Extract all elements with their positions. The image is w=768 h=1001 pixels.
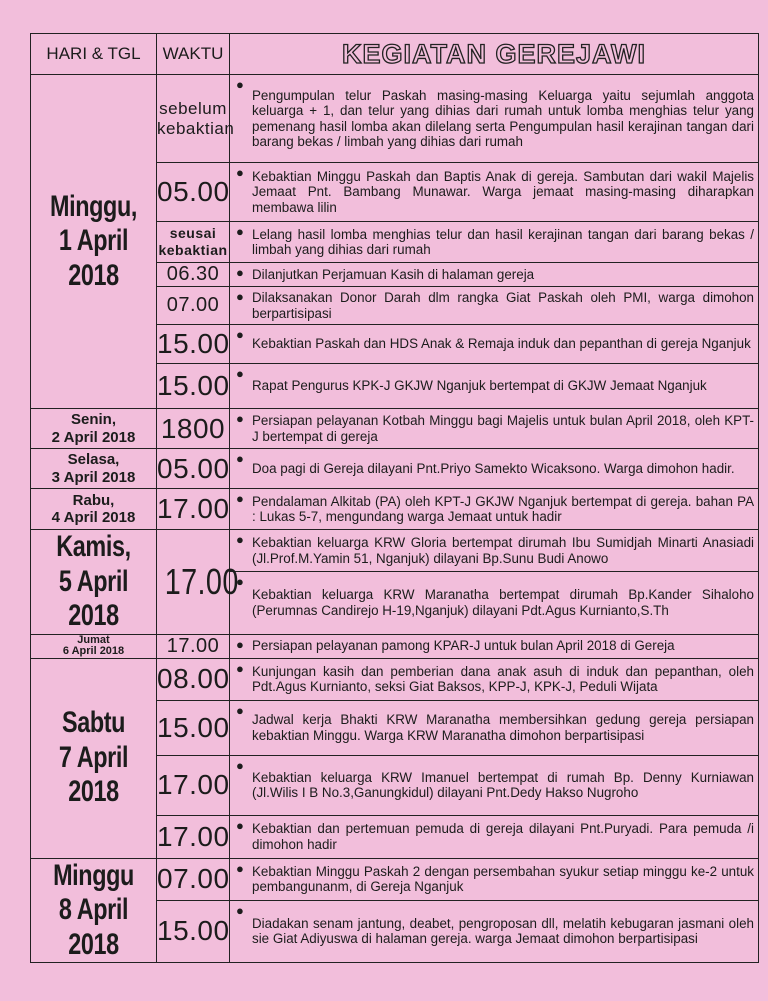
time-cell: 07.00 (157, 287, 230, 325)
time-cell: 17.00 (157, 755, 230, 815)
bullet-icon: ● (236, 757, 244, 773)
day-label: Minggu 8 April 2018 (53, 858, 134, 961)
activity-text: Kunjungan kasih dan pemberian dana anak asuh di induk dan pepanthan, oleh Pdt.Agus Kurnianto, seksi Giat Baksos, KPP-J, KPK-J, Peduli Wijata (252, 663, 754, 694)
day-cell (31, 409, 157, 449)
bullet-icon: ● (236, 574, 244, 589)
time-cell: 07.00 (157, 858, 230, 900)
activity-text: Diadakan senam jantung, deabet, pengroposan dll, melatih kebugaran jasmani oleh sie Giat Adiyuswa di halaman gereja. warga Jemaat dimohon berpartisipasi (252, 915, 754, 947)
bullet-icon: ● (236, 411, 244, 426)
activity-text: Kebaktian Minggu Paskah dan Baptis Anak di gereja. Sambutan dari wakil Majelis Jemaat Pnt. Bambang Munawar. Warga jemaat masing-masing diharapkan membawa lilin (252, 168, 754, 215)
day-cell (31, 530, 157, 635)
activity-text: Pengumpulan telur Paskah masing-masing Keluarga yaitu sejumlah anggota keluarga + 1, dan telur yang dihias dari rumah untuk lomba menghias telur yang pemenang hasil lomba akan dilelang serta Pengumpulan hasil kerajinan tangan dari barang bekas / limbah yang dihias dari rumah (252, 87, 754, 149)
bullet-icon: ● (236, 636, 244, 652)
day-label: Kamis, 5 April 2018 (56, 530, 131, 632)
time-cell: 1800 (157, 409, 230, 449)
bullet-icon: ● (236, 532, 244, 547)
time-cell: 17.00 (164, 530, 222, 635)
day-label: Jumat 6 April 2018 (62, 634, 125, 657)
activity-cell (230, 700, 759, 755)
time-cell: 17.00 (157, 489, 230, 530)
activity-cell (230, 287, 759, 325)
activity-cell (230, 634, 759, 658)
schedule-row (31, 858, 759, 900)
day-column-header: HARI & TGL (31, 34, 157, 75)
activity-cell (230, 815, 759, 858)
activity-cell (230, 858, 759, 900)
schedule-body (31, 75, 759, 963)
bullet-icon: ● (236, 817, 244, 833)
time-cell: 15.00 (157, 900, 230, 963)
activity-cell (230, 489, 759, 530)
day-label: Rabu, 4 April 2018 (51, 491, 136, 526)
day-label: Selasa, 3 April 2018 (51, 451, 136, 486)
activity-text: Lelang hasil lomba menghias telur dan hasil kerajinan tangan dari barang bekas / limbah yang dihias dari rumah (252, 226, 754, 257)
time-cell: 17.00 (157, 815, 230, 858)
activity-cell (230, 900, 759, 963)
bullet-icon: ● (236, 77, 244, 92)
activity-cell (230, 75, 759, 163)
activity-text: Kebaktian Paskah dan HDS Anak & Remaja induk dan pepanthan di gereja Nganjuk (252, 336, 751, 352)
time-cell: 05.00 (157, 449, 230, 489)
activity-cell (230, 572, 759, 635)
activity-text: Pendalaman Alkitab (PA) oleh KPT-J GKJW Nganjuk bertempat di gereja. bahan PA : Lukas 5-7, mengundang warga Jemaat untuk hadir (252, 493, 754, 524)
activity-text: Doa pagi di Gereja dilayani Pnt.Priyo Samekto Wicaksono. Warga dimohon hadir. (252, 460, 735, 476)
activity-column-header (230, 34, 759, 75)
time-cell: 06.30 (157, 263, 230, 287)
activity-text: Persiapan pelayanan Kotbah Minggu bagi Majelis untuk bulan April 2018, oleh KPT-J bertempat di gereja (252, 413, 754, 444)
activity-cell (230, 658, 759, 700)
activity-text: Kebaktian keluarga KRW Maranatha bertempat dirumah Bp.Kander Sihaloho (Perumnas Candirejo H-19,Nganjuk) dilayani Pdt.Agus Kurnianto,S.Th (252, 587, 754, 618)
time-cell: 08.00 (157, 658, 230, 700)
bullet-icon: ● (236, 265, 244, 280)
bullet-icon: ● (236, 289, 244, 304)
activity-text: Dilanjutkan Perjamuan Kasih di halaman gereja (252, 266, 535, 282)
bullet-icon: ● (236, 860, 244, 876)
day-cell (31, 658, 157, 858)
schedule-row (31, 634, 759, 658)
header-row (31, 34, 759, 75)
activity-cell (230, 409, 759, 449)
activity-cell (230, 163, 759, 222)
activity-text: Kebaktian dan pertemuan pemuda di gereja dilayani Pnt.Puryadi. Para pemuda /i dimohon hadir (252, 821, 754, 852)
activity-cell (230, 222, 759, 263)
activity-cell (230, 449, 759, 489)
activity-text: Kebaktian keluarga KRW Imanuel bertempat di rumah Bp. Denny Kurniawan (Jl.Wilis I B No.3,Ganungkidul) dilayani Pnt.Dedy Hakso Nugroho (252, 769, 754, 800)
activity-text: Kebaktian keluarga KRW Gloria bertempat dirumah Ibu Sumidjah Minarti Anasiadi (Jl.Prof.M.Yamin 51, Nganjuk) dilayani Bp.Sunu Budi Anowo (252, 535, 754, 566)
bullet-icon: ● (236, 660, 244, 676)
time-cell: 15.00 (157, 364, 230, 409)
schedule-row (31, 409, 759, 449)
day-label: Sabtu 7 April 2018 (58, 706, 129, 809)
activity-text: Dilaksanakan Donor Darah dlm rangka Giat Paskah oleh PMI, warga dimohon berpartisipasi (252, 290, 754, 321)
schedule-row (31, 449, 759, 489)
time-cell: seusai kebaktian (157, 222, 230, 263)
schedule-row (31, 75, 759, 163)
time-column-header: WAKTU (157, 34, 230, 75)
activity-cell (230, 530, 759, 572)
time-cell: 15.00 (157, 325, 230, 364)
day-label: Senin, 2 April 2018 (51, 411, 136, 446)
schedule-row (31, 658, 759, 700)
time-cell: 17.00 (157, 634, 230, 658)
activity-text: Kebaktian Minggu Paskah 2 dengan persembahan syukur setiap minggu ke-2 untuk pembangunanm, di Gereja Nganjuk (252, 863, 754, 894)
schedule-row (31, 530, 759, 572)
activity-cell (230, 364, 759, 409)
bullet-icon: ● (236, 902, 244, 918)
day-cell (31, 634, 157, 658)
schedule-row (31, 489, 759, 530)
bullet-icon: ● (236, 491, 244, 506)
activity-text: Rapat Pengurus KPK-J GKJW Nganjuk bertempat di GKJW Jemaat Nganjuk (252, 378, 707, 394)
activity-cell (230, 263, 759, 287)
day-cell (31, 75, 157, 409)
time-cell: sebelum kebaktian (157, 75, 230, 163)
day-label: Minggu, 1 April 2018 (50, 189, 137, 292)
bullet-icon: ● (236, 451, 244, 466)
activity-cell (230, 325, 759, 364)
activity-text: Persiapan pelayanan pamong KPAR-J untuk bulan April 2018 di Gereja (252, 638, 675, 654)
day-cell (31, 449, 157, 489)
activity-cell (230, 755, 759, 815)
activity-title: KEGIATAN GEREJAWI (341, 38, 647, 69)
day-cell (31, 489, 157, 530)
schedule-table (30, 33, 759, 963)
bullet-icon: ● (236, 702, 244, 718)
bullet-icon: ● (236, 224, 244, 239)
bullet-icon: ● (236, 327, 244, 342)
activity-text: Jadwal kerja Bhakti KRW Maranatha membersihkan gedung gereja persiapan kebaktian Minggu. Warga KRW Maranatha dimohon berpartisipasi (252, 712, 754, 743)
time-cell: 15.00 (157, 700, 230, 755)
bullet-icon: ● (236, 165, 244, 180)
day-cell (31, 858, 157, 963)
time-cell: 05.00 (157, 163, 230, 222)
bullet-icon: ● (236, 366, 244, 381)
